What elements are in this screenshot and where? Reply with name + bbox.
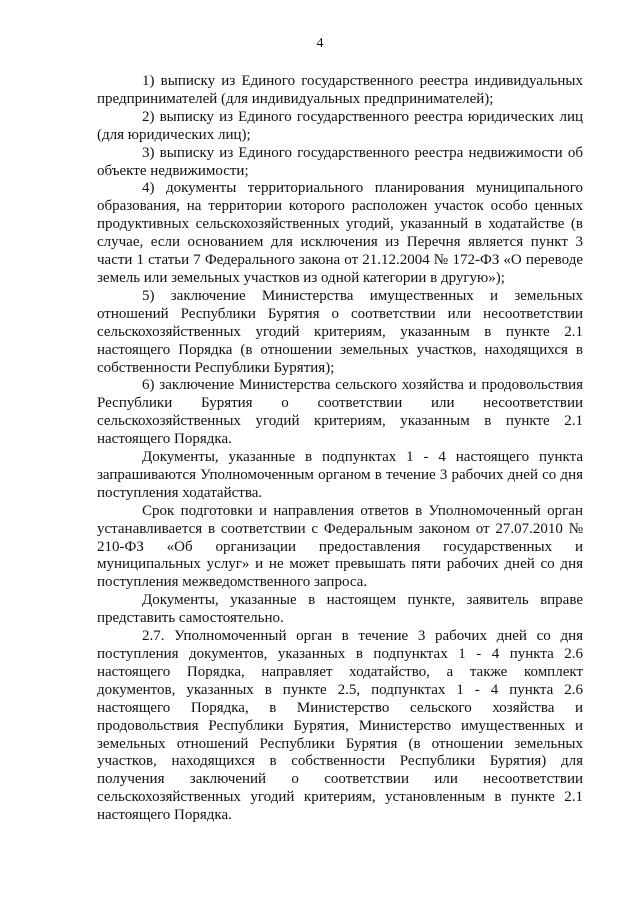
document-body bbox=[97, 73, 583, 825]
paragraph-documents-requested: Документы, указанные в подпунктах 1 - 4 настоящего пункта запрашиваются Уполномоченным органом в течение 3 рабочих дней со дня поступления ходатайства. bbox=[97, 449, 583, 501]
paragraph-item-6-agriculture-ministry-conclusion: 6) заключение Министерства сельского хозяйства и продовольствия Республики Бурятия о соответствии или несоответствии сельскохозяйственных угодий критериям, указанным в пункте 2.1 настоящего Порядка. bbox=[97, 377, 583, 448]
paragraph-item-2-egrul-extract: 2) выписку из Единого государственного реестра юридических лиц (для юридических лиц); bbox=[97, 108, 583, 143]
paragraph-item-1-egrip-extract: 1) выписку из Единого государственного реестра индивидуальных предпринимателей (для индивидуальных предпринимателей); bbox=[97, 73, 583, 107]
page-number: 4 bbox=[316, 36, 324, 51]
paragraph-item-3-egrn-extract: 3) выписку из Единого государственного реестра недвижимости об объекте недвижимости; bbox=[97, 144, 583, 179]
paragraph-section-2-7: 2.7. Уполномоченный орган в течение 3 рабочих дней со дня поступления документов, указанных в подпунктах 1 - 4 пункта 2.6 настоящего Порядка, направляет ходатайство, а также комплект документов, указанных в пункте 2.5, подпунктах 1 - 4 пункта 2.6 настоящего Порядка, в Министерство сельского хозяйства и продовольствия Республики Бурятия, Министерство имущественных и земельных отношений Республики Бурятия (в отношении земельных участков, находящихся в собственности Республики Бурятия) для получения заключений о соответствии или несоответствии сельскохозяйственных угодий критериям, установленным в пункте 2.1 настоящего Порядка. bbox=[97, 628, 583, 824]
paragraph-item-5-property-ministry-conclusion: 5) заключение Министерства имущественных и земельных отношений Республики Бурятия о соответствии или несоответствии сельскохозяйственных угодий критериям, указанным в пункте 2.1 настоящего Порядка (в отношении земельных участков, находящихся в собственности Республики Бурятия); bbox=[97, 287, 583, 376]
paragraph-response-deadline: Срок подготовки и направления ответов в Уполномоченный орган устанавливается в соответствии с Федеральным законом от 27.07.2010 № 210-ФЗ «Об организации предоставления государственных и муниципальных услуг» и не может превышать пяти рабочих дней со дня поступления межведомственного запроса. bbox=[97, 502, 583, 591]
paragraph-item-4-planning-documents: 4) документы территориального планирования муниципального образования, на территории которого расположен участок особо ценных продуктивных сельскохозяйственных угодий, указанный в ходатайстве (в случае, если основанием для исключения из Перечня является пункт 3 части 1 статьи 7 Федерального закона от 21.12.2004 № 172-ФЗ «О переводе земель или земельных участков из одной категории в другую»); bbox=[97, 180, 583, 286]
paragraph-applicant-right: Документы, указанные в настоящем пункте, заявитель вправе представить самостоятельно. bbox=[97, 592, 583, 627]
